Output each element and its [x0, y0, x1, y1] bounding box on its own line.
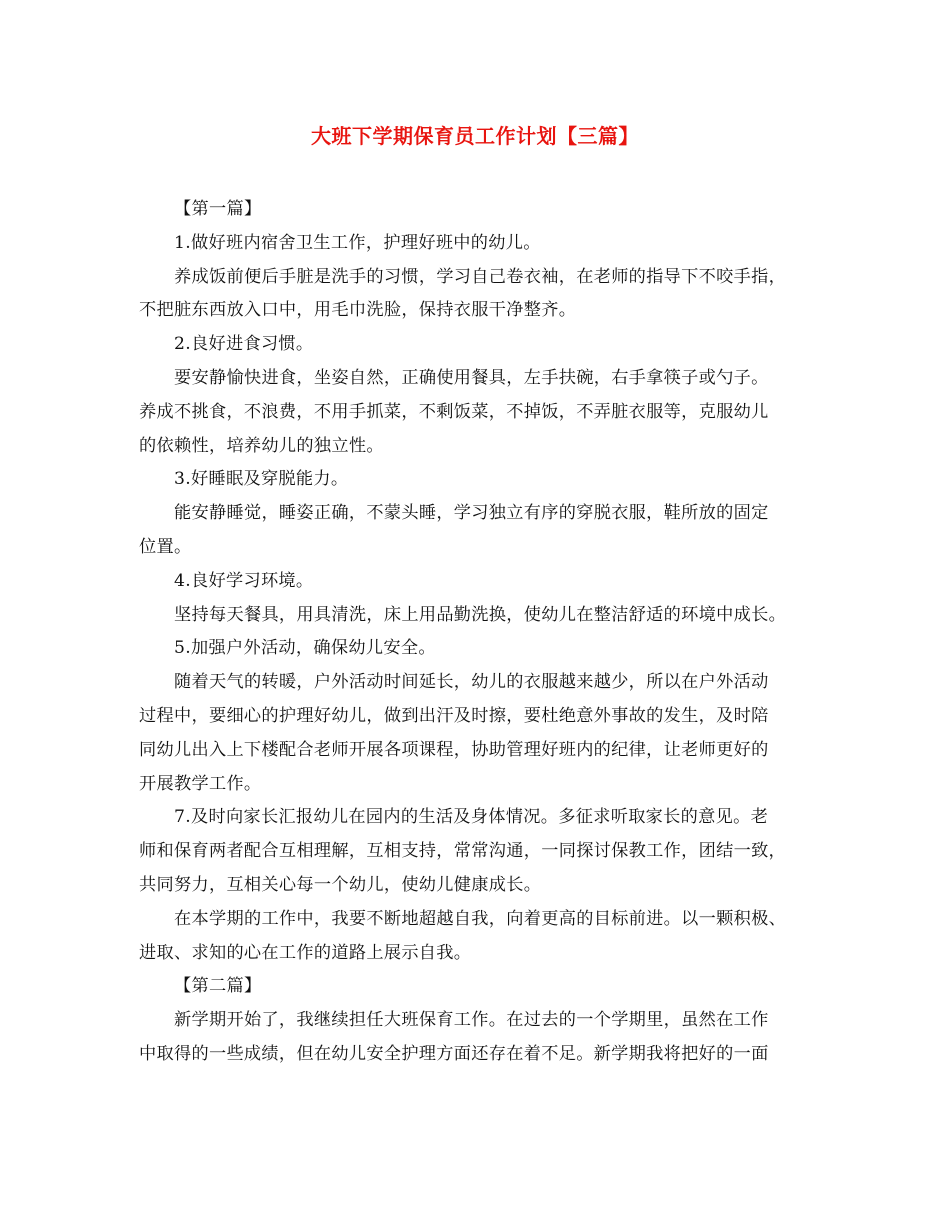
text-line: 能安静睡觉，睡姿正确，不蒙头睡，学习独立有序的穿脱衣服，鞋所放的固定 [174, 503, 769, 524]
text-line: 过程中，要细心的护理好幼儿，做到出汗及时擦，要杜绝意外事故的发生，及时陪 [139, 705, 769, 726]
text-line: 进取、求知的心在工作的道路上展示自我。 [139, 942, 472, 963]
text-line: 不把脏东西放入口中，用毛巾洗脸，保持衣服干净整齐。 [139, 300, 577, 321]
document-title: 大班下学期保育员工作计划【三篇】 [311, 124, 639, 148]
text-line: 4.良好学习环境。 [174, 570, 314, 591]
text-line: 要安静愉快进食，坐姿自然，正确使用餐具，左手扶碗，右手拿筷子或勺子。 [174, 367, 769, 388]
text-line: 坚持每天餐具，用具清洗，床上用品勤洗换，使幼儿在整洁舒适的环境中成长。 [174, 604, 787, 625]
text-line: 新学期开始了，我继续担任大班保育工作。在过去的一个学期里，虽然在工作 [174, 1010, 769, 1031]
text-line: 【第一篇】 [174, 199, 262, 219]
text-line: 随着天气的转暖，户外活动时间延长，幼儿的衣服越来越少，所以在户外活动 [174, 672, 769, 693]
text-line: 1.做好班内宿舍卫生工作，护理好班中的幼儿。 [174, 232, 541, 253]
text-line: 中取得的一些成绩，但在幼儿安全护理方面还存在着不足。新学期我将把好的一面 [139, 1043, 769, 1064]
text-line: 在本学期的工作中，我要不断地超越自我，向着更高的目标前进。以一颗积极、 [174, 908, 787, 929]
text-line: 师和保育两者配合互相理解，互相支持，常常沟通，一同探讨保教工作，团结一致， [139, 841, 787, 862]
text-line: 的依赖性，培养幼儿的独立性。 [139, 435, 384, 456]
text-line: 【第二篇】 [174, 976, 262, 997]
text-line: 养成不挑食，不浪费，不用手抓菜，不剩饭菜，不掉饭，不弄脏衣服等，克服幼儿 [139, 401, 769, 422]
text-line: 7.及时向家长汇报幼儿在园内的生活及身体情况。多征求听取家长的意见。老 [174, 807, 769, 828]
text-line: 位置。 [139, 536, 192, 557]
text-line: 3.好睡眠及穿脱能力。 [174, 469, 349, 490]
text-line: 共同努力，互相关心每一个幼儿，使幼儿健康成长。 [139, 874, 542, 895]
text-line: 5.加强户外活动，确保幼儿安全。 [174, 638, 436, 659]
text-line: 养成饭前便后手脏是洗手的习惯，学习自己卷衣袖，在老师的指导下不咬手指， [174, 266, 787, 287]
document-body [139, 193, 829, 1072]
text-line: 2.良好进食习惯。 [174, 334, 314, 355]
text-line: 开展教学工作。 [139, 773, 262, 794]
text-line: 同幼儿出入上下楼配合老师开展各项课程，协助管理好班内的纪律，让老师更好的 [139, 739, 769, 760]
